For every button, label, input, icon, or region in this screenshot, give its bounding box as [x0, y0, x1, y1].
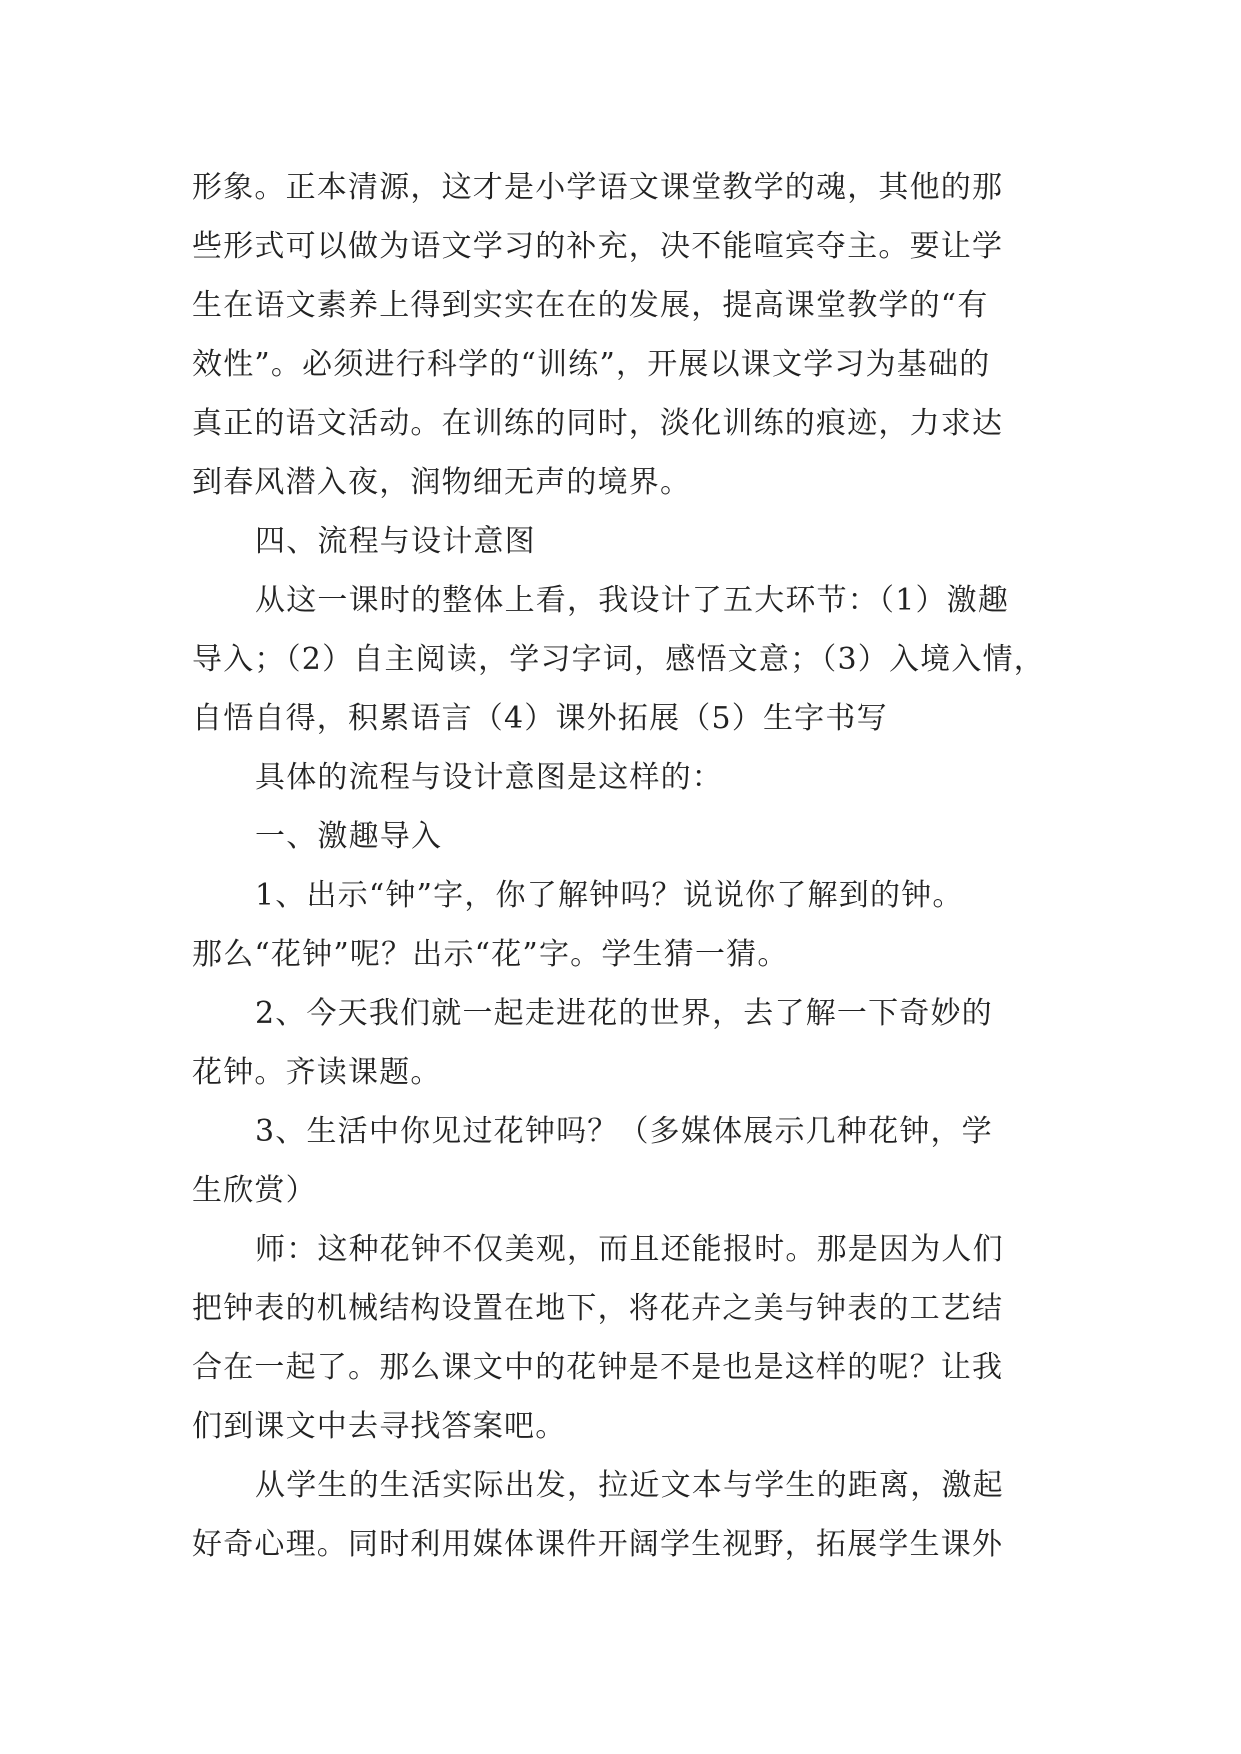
- paragraph: [192, 807, 1052, 866]
- text-line: 具体的流程与设计意图是这样的：: [255, 760, 723, 795]
- text-line: 那么“花钟”呢？出示“花”字。学生猜一猜。: [192, 937, 789, 972]
- text-line: 3、生活中你见过花钟吗？（多媒体展示几种花钟，学: [255, 1114, 993, 1149]
- text-line: 把钟表的机械结构设置在地下，将花卉之美与钟表的工艺结: [192, 1291, 1004, 1326]
- text-line: 形象。正本清源，这才是小学语文课堂教学的魂，其他的那: [192, 170, 1004, 205]
- text-line: 导入；（2）自主阅读，学习字词，感悟文意；（3）入境入情，: [192, 642, 1045, 677]
- paragraph: [192, 866, 1052, 984]
- text-line: 一、激趣导入: [255, 819, 443, 854]
- text-line: 2、今天我们就一起走进花的世界，去了解一下奇妙的: [255, 996, 993, 1031]
- text-line: 自悟自得，积累语言（4）课外拓展（5）生字书写: [192, 701, 888, 736]
- text-line: 花钟。齐读课题。: [192, 1055, 442, 1090]
- text-line: 合在一起了。那么课文中的花钟是不是也是这样的呢？让我: [192, 1350, 1004, 1385]
- paragraph: [192, 1456, 1052, 1574]
- paragraph: [192, 571, 1052, 748]
- paragraph: [192, 1220, 1052, 1456]
- text-line: 从学生的生活实际出发，拉近文本与学生的距离，激起: [255, 1468, 1004, 1503]
- document-body: [192, 158, 1052, 1574]
- text-line: 师：这种花钟不仅美观，而且还能报时。那是因为人们: [255, 1232, 1004, 1267]
- text-line: 从这一课时的整体上看，我设计了五大环节：（1）激趣: [255, 583, 1010, 618]
- paragraph: [192, 748, 1052, 807]
- text-line: 效性”。必须进行科学的“训练”，开展以课文学习为基础的: [192, 347, 991, 382]
- paragraph: [192, 512, 1052, 571]
- text-line: 生在语文素养上得到实实在在的发展，提高课堂教学的“有: [192, 288, 989, 323]
- text-line: 生欣赏）: [192, 1173, 317, 1208]
- text-line: 到春风潜入夜，润物细无声的境界。: [192, 465, 692, 500]
- text-line: 四、流程与设计意图: [255, 524, 536, 559]
- paragraph: [192, 158, 1052, 512]
- paragraph: [192, 1102, 1052, 1220]
- text-line: 们到课文中去寻找答案吧。: [192, 1409, 567, 1444]
- text-line: 些形式可以做为语文学习的补充，决不能喧宾夺主。要让学: [192, 229, 1004, 264]
- text-line: 真正的语文活动。在训练的同时，淡化训练的痕迹，力求达: [192, 406, 1004, 441]
- text-line: 1、出示“钟”字，你了解钟吗？说说你了解到的钟。: [255, 878, 964, 913]
- paragraph: [192, 984, 1052, 1102]
- text-line: 好奇心理。同时利用媒体课件开阔学生视野，拓展学生课外: [192, 1527, 1004, 1562]
